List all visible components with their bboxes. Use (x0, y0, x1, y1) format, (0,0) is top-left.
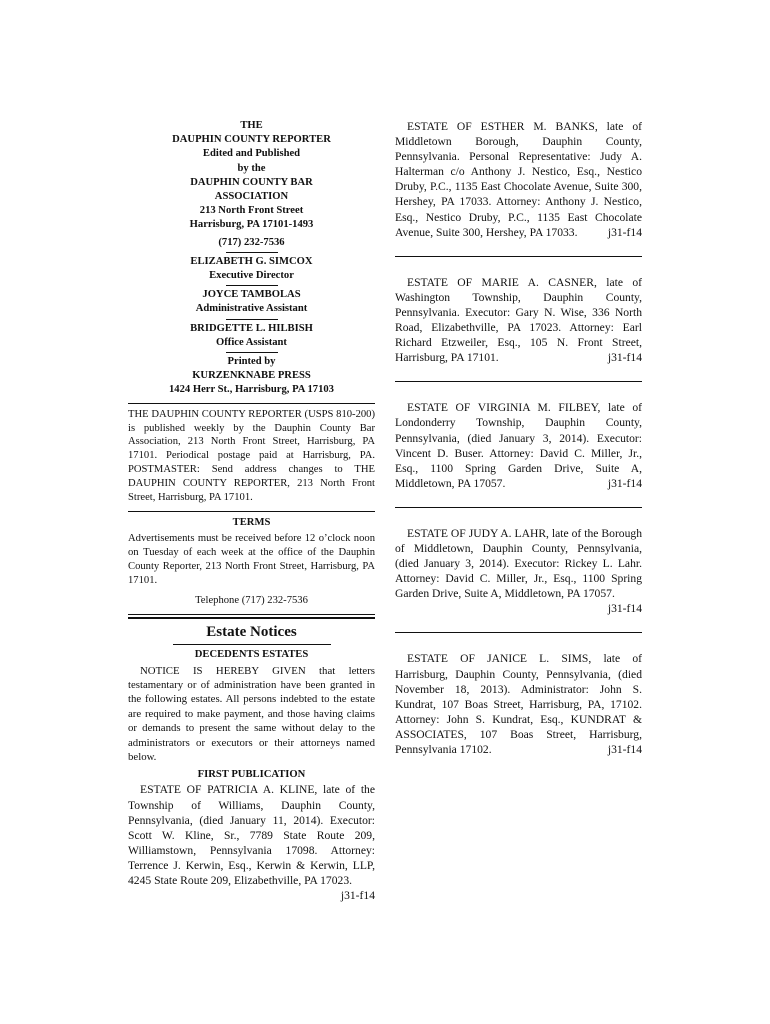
publication-heading: FIRST PUBLICATION (197, 769, 306, 781)
estate-notice-text: ESTATE OF MARIE A. CASNER, late of Washington Township, Dauphin County, Pennsylvania. Executor: Gary N. Wise, 336 North Road, Elizabethville, PA 17023. Attorney: Earl Richard Etzweiler, Esq., 105 N. Front Street, Harrisburg, PA 17101. (395, 275, 642, 365)
staff-title: Executive Director (209, 270, 294, 282)
divider (128, 403, 375, 404)
section-title: Estate Notices (206, 623, 297, 640)
terms-telephone: Telephone (717) 232-7536 (195, 594, 308, 606)
divider (226, 252, 278, 253)
divider (395, 632, 642, 633)
estate-notice-text: ESTATE OF ESTHER M. BANKS, late of Middletown Borough, Dauphin County, Pennsylvania. Personal Representative: Judy A. Halterman c/o Anthony J. Nestico, Esq., Nestico Druby, P.C., 1135 East Chocolate Avenue, Suite 300, Hershey, PA 17033. Attorney: Anthony J. Nestico, Esq., Nestico Druby, P.C., 1135 East Chocolate Avenue, Suite 300, Hershey, PA 17033. (395, 120, 642, 239)
divider (395, 381, 642, 382)
printer-line: 1424 Herr St., Harrisburg, PA 17103 (169, 384, 334, 396)
staff-name: BRIDGETTE L. HILBISH (190, 322, 313, 334)
estate-notice (395, 275, 642, 366)
notice-ref: j31-f14 (607, 476, 642, 490)
divider (395, 507, 642, 508)
masthead-line: ASSOCIATION (214, 191, 289, 203)
section-subheading: DECEDENTS ESTATES (194, 648, 309, 660)
usps-notice: THE DAUPHIN COUNTY REPORTER (USPS 810-200) is published weekly by the Dauphin County Bar Association, 213 North Front Street, Harrisburg, PA 17101. Periodical postage paid at Harrisburg, PA. POSTMASTER: Send address changes to THE DAUPHIN COUNTY REPORTER, 213 North Front Street, Harrisburg, PA 17101. (128, 408, 375, 504)
estate-notice-text: ESTATE OF PATRICIA A. KLINE, late of the Township of Williams, Dauphin County, Pennsylvania, (died January 11, 2014). Executor: Scott W. Kline, Sr., 7789 State Route 209, Williamstown, Pennsylvania 17098. Attorney: Terrence J. Kerwin, Esq., Kerwin & Kerwin, LLP, 4245 State Route 209, Elizabethville, PA 17023. (128, 783, 375, 888)
divider (173, 644, 331, 645)
estate-notice (395, 400, 642, 491)
masthead (128, 119, 375, 398)
notice-ref: j31-f14 (607, 602, 642, 616)
printer-line: KURZENKNABE PRESS (192, 370, 311, 382)
printer-line: Printed by (227, 356, 276, 368)
estate-notice-text: ESTATE OF JANICE L. SIMS, late of Harrisburg, Dauphin County, Pennsylvania, (died November 18, 2013). Administrator: John S. Kundrat, 107 Boas Street, Harrisburg, PA, 17102. Attorney: John S. Kundrat, Esq., KUNDRAT & ASSOCIATES, 107 Boas Street, Harrisburg, Pennsylvania 17102. (395, 652, 642, 756)
divider (226, 352, 278, 353)
divider (395, 256, 642, 257)
notice-intro: NOTICE IS HEREBY GIVEN that letters testamentary or of administration have been granted in the following estates. All persons indebted to the estate are required to make payment, and those having claims or demands to present the same without delay to the administrators or executors or their attorneys named below. (128, 664, 375, 764)
estate-notice (395, 651, 642, 757)
staff-title: Administrative Assistant (195, 303, 308, 315)
staff-title: Office Assistant (216, 336, 287, 348)
left-column (128, 119, 375, 903)
divider (128, 511, 375, 512)
masthead-line: DAUPHIN COUNTY BAR (190, 176, 313, 188)
masthead-line: Harrisburg, PA 17101-1493 (189, 219, 314, 231)
estate-notice (395, 526, 642, 617)
masthead-line: DAUPHIN COUNTY REPORTER (172, 134, 331, 146)
masthead-line: Edited and Published (202, 148, 301, 160)
staff-name: ELIZABETH G. SIMCOX (190, 255, 313, 267)
notice-ref: j31-f14 (607, 225, 642, 239)
notice-ref: j31-f14 (340, 889, 375, 903)
terms-text: Advertisements must be received before 12 o’clock noon on Tuesday of each week at the office of the Dauphin County Reporter, 213 North Front Street, Harrisburg, PA 17101. (128, 533, 375, 586)
masthead-phone: (717) 232-7536 (218, 236, 285, 248)
divider (226, 319, 278, 320)
masthead-line: by the (237, 162, 266, 174)
staff-name: JOYCE TAMBOLAS (202, 289, 301, 301)
estate-notice-text: ESTATE OF JUDY A. LAHR, late of the Borough of Middletown, Dauphin County, Pennsylvania, (died January 3, 2014). Executor: Rickey L. Lahr. Attorney: David C. Miller, Jr., Esq., 1100 Spring Garden Drive, Suite A, Middletown, PA 17057. (395, 526, 642, 601)
estate-notice-text: ESTATE OF VIRGINIA M. FILBEY, late of Londonderry Township, Dauphin County, Pennsylvania, (died January 3, 2014). Executor: Vincent D. Buser. Attorney: David C. Miller, Jr., Esq., 1100 Spring Garden Drive, Suite A, Middletown, PA 17057. (395, 401, 642, 490)
estate-notice (395, 119, 642, 240)
terms-heading: TERMS (232, 517, 271, 528)
right-column (395, 119, 642, 757)
double-divider (128, 614, 375, 619)
estate-notice (128, 782, 375, 903)
notice-ref: j31-f14 (607, 351, 642, 365)
masthead-line: 213 North Front Street (199, 205, 304, 217)
notice-ref: j31-f14 (607, 743, 642, 756)
masthead-line: THE (240, 120, 263, 131)
divider (226, 285, 278, 286)
